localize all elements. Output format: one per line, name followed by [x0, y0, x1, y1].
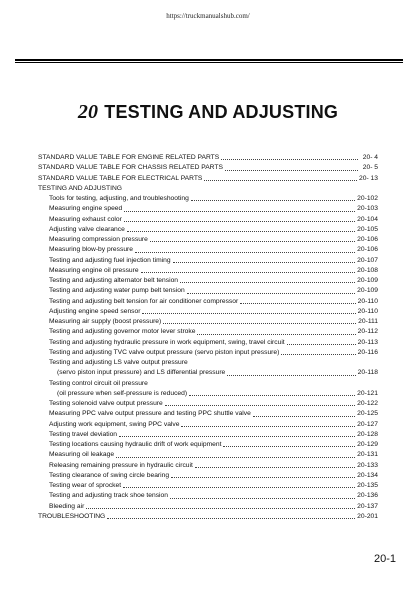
toc-entry-label: STANDARD VALUE TABLE FOR ELECTRICAL PARTS [38, 174, 203, 182]
toc-entry-label: Adjusting engine speed sensor [49, 307, 141, 315]
toc-entry [38, 245, 378, 255]
toc-entry [38, 256, 378, 266]
table-of-contents [38, 153, 378, 522]
toc-dot-leader [170, 498, 355, 499]
toc-entry-label: Measuring PPC valve output pressure and testing PPC shuttle valve [49, 410, 251, 418]
toc-entry [38, 225, 378, 235]
toc-entry-page: 20-129 [357, 441, 378, 448]
toc-entry-page: 20- 13 [359, 174, 378, 182]
toc-dot-leader [187, 293, 355, 294]
toc-entry [38, 368, 378, 378]
toc-entry-label: Testing clearance of swing circle bearing [49, 471, 170, 479]
toc-entry [38, 174, 378, 184]
source-url[interactable]: https://truckmanualshub.com/ [166, 12, 250, 20]
toc-dot-leader [204, 180, 357, 181]
header-rule [15, 59, 403, 61]
toc-entry-page: 20-135 [357, 482, 378, 489]
toc-dot-leader [127, 231, 355, 232]
toc-entry-page: 20-104 [357, 215, 378, 223]
toc-dot-leader [165, 405, 355, 406]
section-title [0, 101, 416, 124]
toc-entry-label: Measuring compression pressure [49, 236, 148, 243]
toc-entry-label: Testing and adjusting TVC valve output pressure (servo piston input pressure) [49, 348, 280, 356]
toc-entry-page: 20-125 [357, 410, 378, 418]
toc-dot-leader [287, 344, 356, 345]
toc-entry-label: Measuring blow-by pressure [49, 246, 134, 254]
toc-entry-page: 20-105 [357, 225, 378, 233]
toc-dot-leader [141, 272, 356, 273]
toc-dot-leader [135, 252, 355, 253]
toc-entry-page: 20-134 [357, 471, 378, 479]
toc-dot-leader [171, 477, 355, 478]
toc-entry [38, 348, 378, 358]
toc-entry-page: 20-110 [357, 307, 378, 315]
toc-entry [38, 235, 378, 245]
toc-entry [38, 450, 378, 460]
toc-entry-label: Testing locations causing hydraulic drift of work equipment [49, 441, 222, 448]
toc-entry-page: 20-137 [357, 502, 378, 510]
toc-entry [38, 276, 378, 286]
toc-entry-page: 20-107 [357, 256, 378, 264]
toc-entry [38, 358, 378, 368]
toc-entry-label: (servo piston input pressure) and LS differential pressure [57, 369, 226, 377]
toc-dot-leader [181, 426, 355, 427]
toc-dot-leader [107, 518, 355, 519]
toc-entry-page: 20-103 [357, 205, 378, 213]
toc-entry [38, 440, 378, 450]
toc-entry [38, 215, 378, 225]
toc-entry-label: Testing and adjusting hydraulic pressure in work equipment, swing, travel circuit [49, 338, 285, 346]
toc-dot-leader [240, 303, 355, 304]
toc-entry-page: 20-113 [357, 338, 378, 346]
toc-entry [38, 307, 378, 317]
toc-entry-label: Testing and adjusting governor motor lever stroke [49, 328, 196, 336]
toc-entry-page: 20-121 [357, 389, 378, 397]
toc-entry-label: Releasing remaining pressure in hydraulic circuit [49, 461, 193, 469]
toc-dot-leader [142, 313, 355, 314]
toc-entry-label: Testing control circuit oil pressure [49, 379, 148, 387]
section-title-text: TESTING AND ADJUSTING [104, 102, 339, 122]
toc-entry-label: Tools for testing, adjusting, and troubleshooting [49, 195, 189, 202]
toc-entry-page: 20-106 [357, 236, 378, 243]
toc-entry-label: Testing and adjusting water pump belt tension [49, 287, 185, 295]
toc-dot-leader [86, 508, 355, 509]
toc-entry [38, 204, 378, 214]
toc-entry-page: 20-131 [357, 451, 378, 459]
toc-dot-leader [189, 395, 355, 396]
toc-entry-label: Bleeding air [49, 502, 85, 510]
toc-dot-leader [197, 334, 355, 335]
toc-entry-label: Adjusting work equipment, swing PPC valve [49, 420, 180, 428]
toc-entry-page: 20-118 [357, 369, 378, 377]
toc-entry [38, 163, 378, 173]
toc-entry [38, 430, 378, 440]
toc-entry-page: 20-116 [357, 348, 378, 356]
toc-entry-label: Testing wear of sprocket [49, 482, 122, 489]
toc-entry-label: STANDARD VALUE TABLE FOR ENGINE RELATED PARTS [38, 154, 220, 161]
toc-dot-leader [163, 323, 356, 324]
toc-entry-label: Testing and adjusting belt tension for air conditioner compressor [49, 297, 239, 305]
toc-entry-label: Testing and adjusting LS valve output pressure [49, 359, 188, 366]
toc-entry-label: Testing and adjusting fuel injection timing [49, 256, 171, 264]
toc-entry [38, 317, 378, 327]
toc-entry [38, 502, 378, 512]
toc-entry [38, 153, 378, 163]
toc-entry [38, 266, 378, 276]
toc-entry-page: 20-136 [357, 492, 378, 500]
toc-entry [38, 420, 378, 430]
toc-entry-label: Measuring engine oil pressure [49, 266, 139, 274]
toc-dot-leader [124, 211, 355, 212]
toc-entry-label: Measuring oil leakage [49, 451, 115, 459]
toc-entry-page: 20-102 [357, 195, 378, 202]
toc-dot-leader [225, 170, 358, 171]
toc-entry-label: (oil pressure when self-pressure is reduced) [57, 389, 188, 397]
toc-entry-label: TROUBLESHOOTING [38, 512, 106, 520]
section-number: 20 [77, 101, 99, 123]
toc-entry-label: Measuring air supply (boost pressure) [49, 318, 162, 325]
toc-entry-page: 20-109 [357, 277, 378, 284]
toc-entry-label: Adjusting valve clearance [49, 225, 125, 233]
toc-entry-page: 20-112 [357, 328, 378, 336]
toc-entry-page: 20-127 [357, 420, 378, 428]
toc-entry-page: 20-109 [357, 287, 378, 295]
toc-dot-leader [191, 200, 355, 201]
toc-entry-page: 20-201 [357, 512, 378, 520]
toc-entry [38, 194, 378, 204]
toc-entry [38, 461, 378, 471]
toc-entry [38, 389, 378, 399]
toc-entry-label: Testing and adjusting alternator belt tension [49, 277, 179, 284]
toc-entry-label: Testing solenoid valve output pressure [49, 400, 163, 407]
toc-entry-page: 20-128 [357, 430, 378, 438]
header-rule-thin [15, 62, 403, 63]
toc-entry-page: 20- 5 [362, 164, 378, 172]
toc-dot-leader [281, 354, 355, 355]
toc-dot-leader [173, 262, 356, 263]
toc-entry [38, 491, 378, 501]
toc-entry [38, 338, 378, 348]
toc-entry-page: 20-122 [357, 400, 378, 407]
toc-dot-leader [180, 282, 355, 283]
toc-entry-page: 20-111 [358, 318, 378, 325]
toc-entry-page: 20-133 [357, 461, 378, 469]
toc-entry-page: 20-108 [357, 266, 378, 274]
toc-dot-leader [150, 241, 355, 242]
toc-entry-label: TESTING AND ADJUSTING [38, 184, 122, 192]
toc-entry [38, 286, 378, 296]
toc-dot-leader [195, 467, 355, 468]
toc-dot-leader [116, 457, 355, 458]
toc-dot-leader [123, 487, 355, 488]
toc-dot-leader [223, 446, 355, 447]
toc-entry-label: Measuring exhaust color [49, 215, 122, 223]
toc-entry [38, 471, 378, 481]
toc-entry-label: Measuring engine speed [49, 205, 123, 213]
toc-entry [38, 481, 378, 491]
toc-entry [38, 327, 378, 337]
toc-entry [38, 409, 378, 419]
toc-entry-page: 20-106 [357, 246, 378, 254]
toc-dot-leader [253, 416, 355, 417]
toc-entry [38, 184, 378, 194]
toc-dot-leader [119, 436, 355, 437]
toc-entry [38, 379, 378, 389]
toc-entry-label: Testing and adjusting track shoe tension [49, 492, 168, 500]
toc-dot-leader [124, 221, 355, 222]
toc-entry-page: 20- 4 [362, 154, 378, 161]
toc-entry-label: Testing travel deviation [49, 430, 118, 438]
page-number: 20-1 [373, 553, 396, 565]
toc-entry [38, 512, 378, 522]
toc-entry-page: 20-110 [357, 297, 378, 305]
toc-entry [38, 399, 378, 409]
toc-entry [38, 297, 378, 307]
toc-entry-label: STANDARD VALUE TABLE FOR CHASSIS RELATED PARTS [38, 164, 223, 172]
toc-dot-leader [221, 159, 358, 160]
toc-dot-leader [227, 375, 355, 376]
